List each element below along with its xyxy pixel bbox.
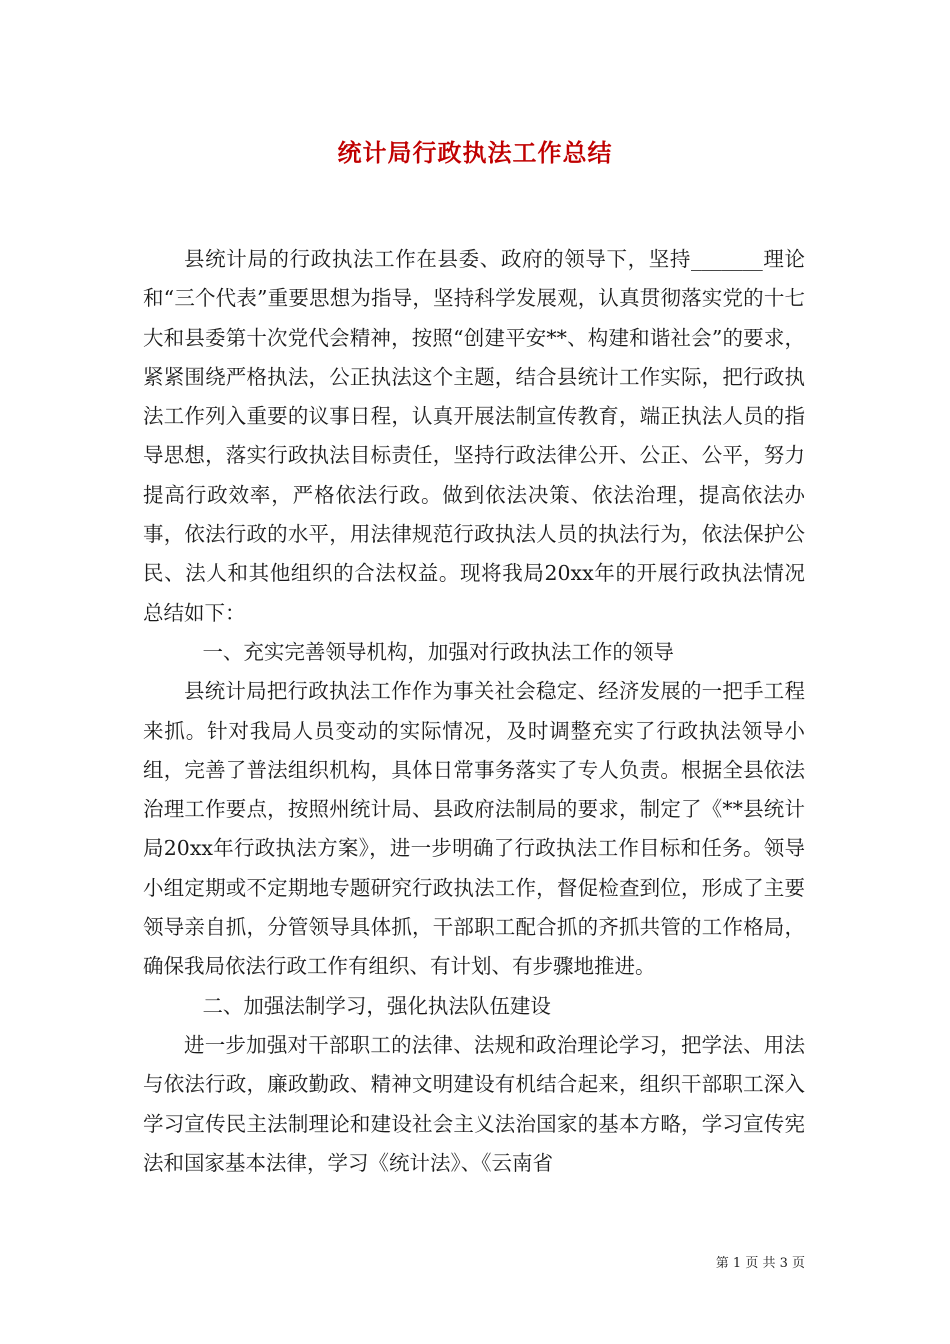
section-1-paragraph: 县统计局把行政执法工作作为事关社会稳定、经济发展的一把手工程来抓。针对我局人员变动的实际情况，及时调整充实了行政执法领导小组，完善了普法组织机构，具体日常事务落实了专人负责。根据全县依法治理工作要点，按照州统计局、县政府法制局的要求，制定了《**县统计局20xx年行政执法方案》，进一步明确了行政执法工作目标和任务。领导小组定期或不定期地专题研究行政执法工作，督促检查到位，形成了主要领导亲自抓，分管领导具体抓，干部职工配合抓的齐抓共管的工作格局，确保我局依法行政工作有组织、有计划、有步骤地推进。 (143, 679, 805, 979)
section-heading-1: 一、充实完善领导机构，加强对行政执法工作的领导 (202, 639, 674, 664)
section-heading-2: 二、加强法制学习，强化执法队伍建设 (202, 993, 551, 1018)
page-number-footer: 第 1 页 共 3 页 (715, 1256, 805, 1271)
document-body (143, 240, 805, 1183)
document-title: 统计局行政执法工作总结 (337, 138, 613, 167)
intro-paragraph: 县统计局的行政执法工作在县委、政府的领导下，坚持_______理论和“三个代表”重要思想为指导，坚持科学发展观，认真贯彻落实党的十七大和县委第十次党代会精神，按照“创建平安**、构建和谐社会”的要求，紧紧围绕严格执法，公正执法这个主题，结合县统计工作实际，把行政执法工作列入重要的议事日程，认真开展法制宣传教育，端正执法人员的指导思想，落实行政执法目标责任，坚持行政法律公开、公正、公平，努力提高行政效率，严格依法行政。做到依法决策、依法治理，提高依法办事，依法行政的水平，用法律规范行政执法人员的执法行为，依法保护公民、法人和其他组织的合法权益。现将我局20xx年的开展行政执法情况总结如下： (143, 247, 805, 625)
section-2-paragraph: 进一步加强对干部职工的法律、法规和政治理论学习，把学法、用法与依法行政，廉政勤政、精神文明建设有机结合起来，组织干部职工深入学习宣传民主法制理论和建设社会主义法治国家的基本方略，学习宣传宪法和国家基本法律，学习《统计法》、《云南省 (143, 1032, 805, 1175)
